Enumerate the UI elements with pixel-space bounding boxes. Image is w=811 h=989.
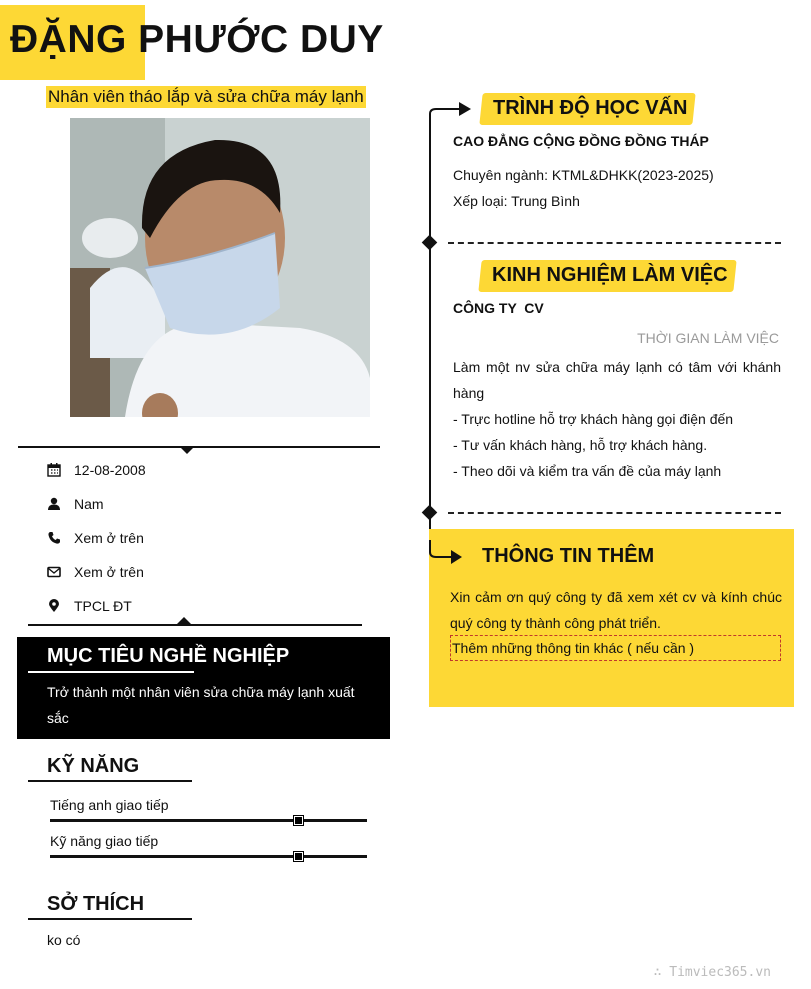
timeline-diamond [422, 235, 438, 251]
hobbies-underline [28, 918, 192, 920]
education-title: TRÌNH ĐỘ HỌC VẤN [493, 97, 688, 119]
triangle-up-icon [176, 617, 192, 625]
skill-bar-english [50, 819, 367, 822]
timeline-arrow-icon [429, 540, 465, 570]
timeline-arrow-icon [429, 100, 473, 130]
hobbies-text: ko có [47, 932, 81, 948]
section-divider [448, 242, 781, 244]
section-divider [448, 512, 781, 514]
skill-level-marker [293, 851, 304, 862]
contact-bottom-divider [28, 624, 362, 626]
education-major: Chuyên ngành: KTML&DHKK(2023-2025) [453, 167, 714, 183]
address-value: TPCL ĐT [74, 598, 132, 614]
profile-photo [70, 118, 370, 417]
phone-value: Xem ở trên [74, 530, 144, 546]
birthdate-value: 12-08-2008 [74, 462, 146, 478]
work-period: THỜI GIAN LÀM VIỆC [637, 330, 779, 346]
career-goal-section [17, 637, 390, 739]
gender-value: Nam [74, 496, 104, 512]
experience-duty: - Tư vấn khách hàng, hỗ trợ khách hàng. [453, 437, 708, 453]
additional-info-placeholder[interactable]: Thêm những thông tin khác ( nếu cần ) [450, 635, 781, 661]
skill-level-marker [293, 815, 304, 826]
skills-underline [28, 780, 192, 782]
candidate-name: ĐẶNG PHƯỚC DUY [10, 18, 384, 61]
email-icon [47, 565, 74, 579]
portrait-illustration [70, 118, 370, 417]
experience-duty: - Trực hotline hỗ trợ khách hàng gọi điện đến [453, 411, 734, 427]
company-name: CÔNG TY CV [453, 300, 544, 316]
phone-icon [47, 531, 74, 545]
career-goal-text: Trở thành một nhân viên sửa chữa máy lạnh xuất sắc [47, 684, 355, 726]
triangle-down-icon [179, 446, 195, 455]
skill-bar-communication [50, 855, 367, 858]
hobbies-title: SỞ THÍCH [47, 893, 145, 915]
contact-phone [47, 528, 144, 548]
person-icon [47, 497, 74, 511]
career-goal-underline [28, 671, 194, 673]
timeline-diamond [422, 505, 438, 521]
skill-label-communication: Kỹ năng giao tiếp [50, 833, 159, 849]
career-goal-title: MỤC TIÊU NGHỀ NGHIỆP [47, 645, 290, 667]
education-rank: Xếp loại: Trung Bình [453, 193, 580, 209]
additional-info-title: THÔNG TIN THÊM [482, 545, 655, 567]
contact-top-divider [18, 446, 380, 448]
additional-info-section [429, 529, 794, 707]
location-icon [47, 599, 74, 613]
school-name: CAO ĐẲNG CỘNG ĐỒNG ĐỒNG THÁP [453, 133, 709, 149]
watermark: ∴ Timviec365.vn [653, 965, 771, 980]
timeline-line [429, 118, 431, 558]
skills-title: KỸ NĂNG [47, 755, 140, 777]
contact-email [47, 562, 144, 582]
skill-label-english: Tiếng anh giao tiếp [50, 797, 169, 813]
job-title: Nhân viên tháo lắp và sửa chữa máy lạnh [48, 87, 364, 106]
additional-info-text: Xin cảm ơn quý công ty đã xem xét cv và kính chúc quý công ty thành công phát triển. [450, 589, 782, 631]
email-value: Xem ở trên [74, 564, 144, 580]
contact-birthdate [47, 460, 146, 480]
contact-gender [47, 494, 104, 514]
contact-address [47, 596, 132, 616]
calendar-icon [47, 463, 74, 477]
experience-duty: - Theo dõi và kiểm tra vấn đề của máy lạnh [453, 463, 722, 479]
experience-description: Làm một nv sửa chữa máy lạnh có tâm với khánh hàng [453, 359, 781, 401]
experience-title: KINH NGHIỆM LÀM VIỆC [492, 264, 728, 286]
